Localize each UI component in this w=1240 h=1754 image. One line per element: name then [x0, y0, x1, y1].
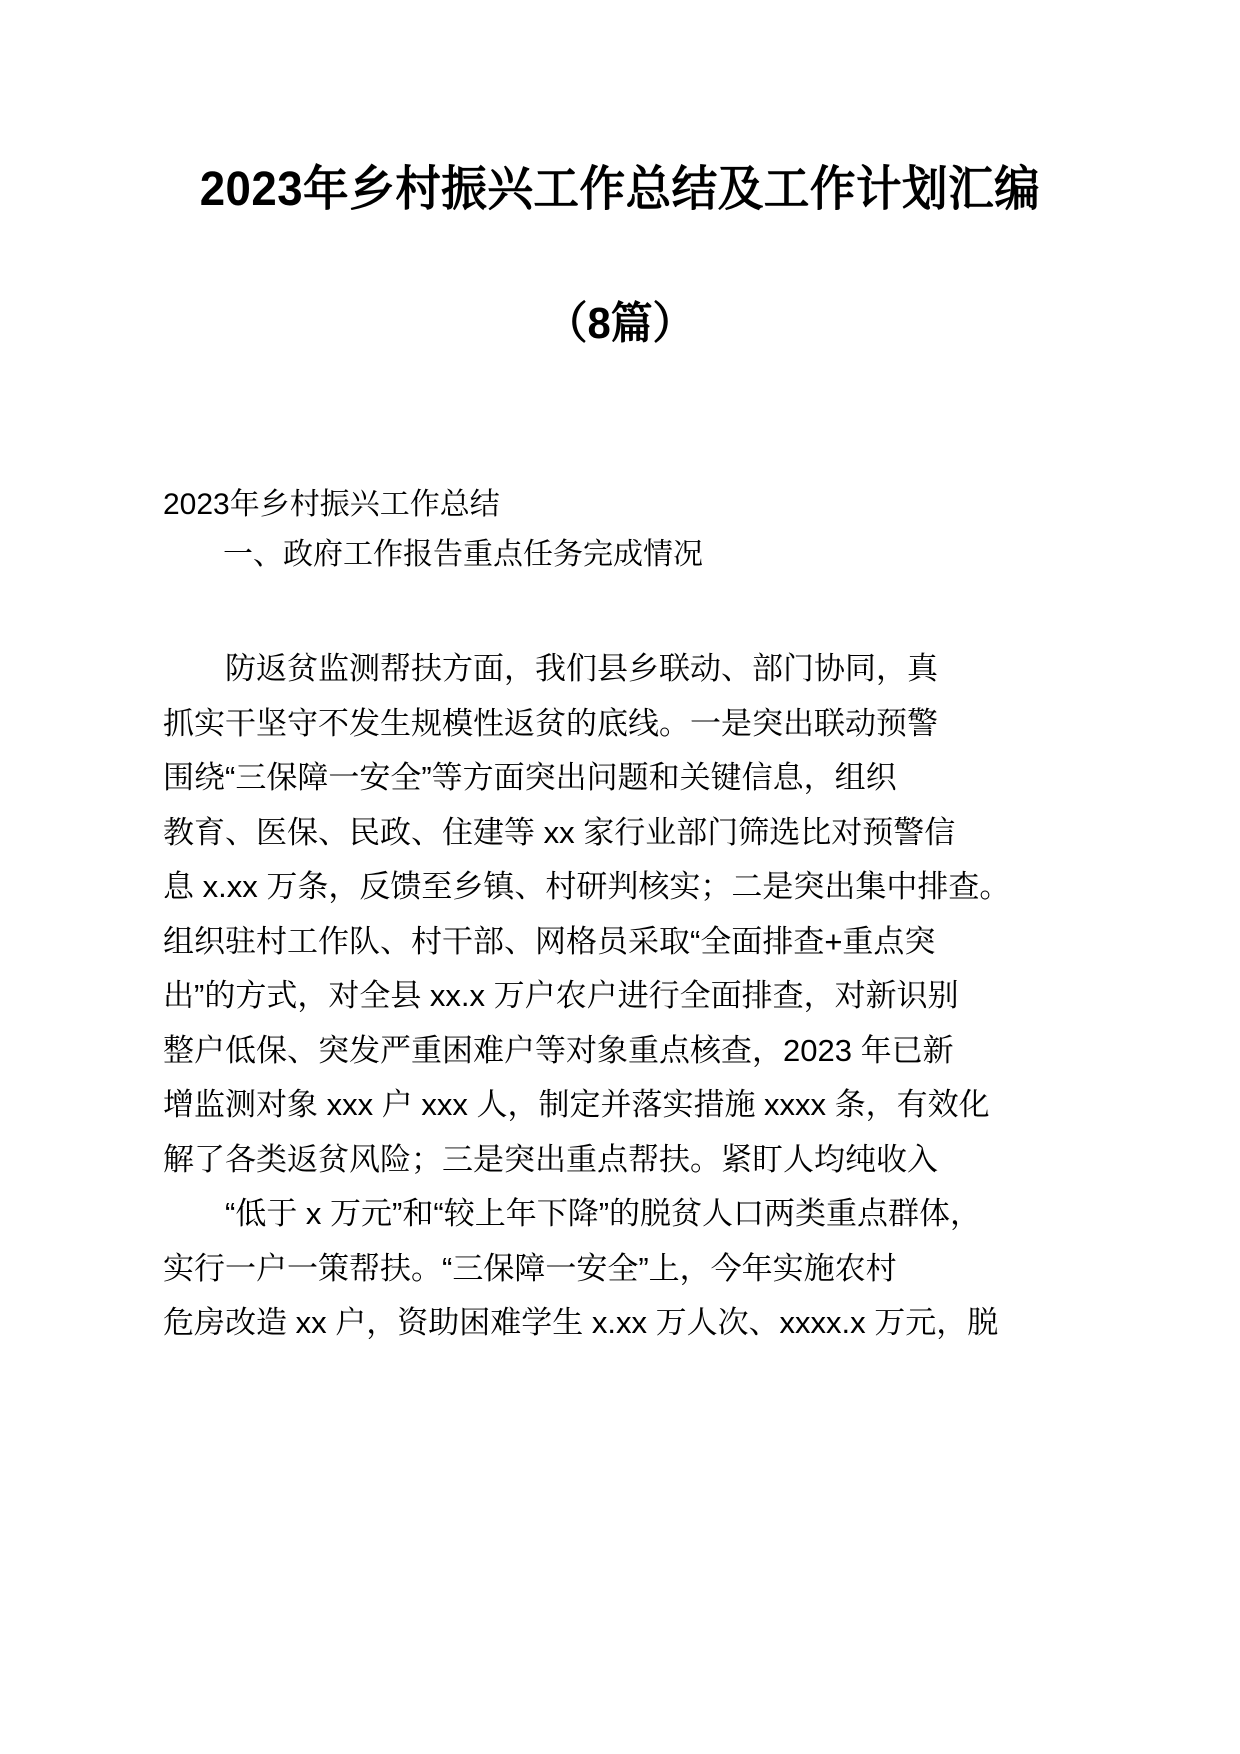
paragraph-line: 危房改造 xx 户，资助困难学生 x.xx 万人次、xxxx.x 万元，脱: [163, 1305, 999, 1340]
paragraph-line: 解了各类返贫风险；三是突出重点帮扶。紧盯人均纯收入: [163, 1141, 938, 1177]
article-body: [163, 480, 1011, 1351]
paragraph-line: 实行一户一策帮扶。“三保障一安全”上，今年实施农村: [163, 1250, 897, 1286]
paragraph-line: 增监测对象 xxx 户 xxx 人，制定并落实措施 xxxx 条，有效化: [163, 1087, 990, 1122]
paragraph-line: 出”的方式，对全县 xx.x 万户农户进行全面排查，对新识别: [163, 978, 959, 1013]
paragraph-line: “低于 x 万元”和“较上年下降”的脱贫人口两类重点群体，: [225, 1196, 982, 1231]
paragraph-line: 组织驻村工作队、村干部、网格员采取“全面排查+重点突: [163, 923, 936, 959]
paragraph-line: 围绕“三保障一安全”等方面突出问题和关键信息，组织: [163, 760, 897, 795]
section-heading: 一、政府工作报告重点任务完成情况: [223, 538, 703, 571]
cover-title-block: [0, 160, 1240, 351]
paragraph-line: 整户低保、突发严重困难户等对象重点核查，2023 年已新: [163, 1032, 954, 1068]
article-heading: 2023年乡村振兴工作总结: [163, 488, 500, 521]
paragraph-line: 息 x.xx 万条，反馈至乡镇、村研判核实；二是突出集中排查。: [163, 869, 1011, 904]
paragraph-line: 抓实干坚守不发生规模性返贫的底线。一是突出联动预警: [163, 705, 938, 741]
document-title: 2023年乡村振兴工作总结及工作计划汇编: [199, 163, 1041, 216]
paragraph-line: 教育、医保、民政、住建等 xx 家行业部门筛选比对预警信: [163, 814, 956, 850]
paragraph-block: [163, 642, 1011, 1351]
paragraph-line: 防返贫监测帮扶方面，我们县乡联动、部门协同，真: [225, 651, 938, 686]
document-subtitle: （8篇）: [545, 299, 695, 348]
